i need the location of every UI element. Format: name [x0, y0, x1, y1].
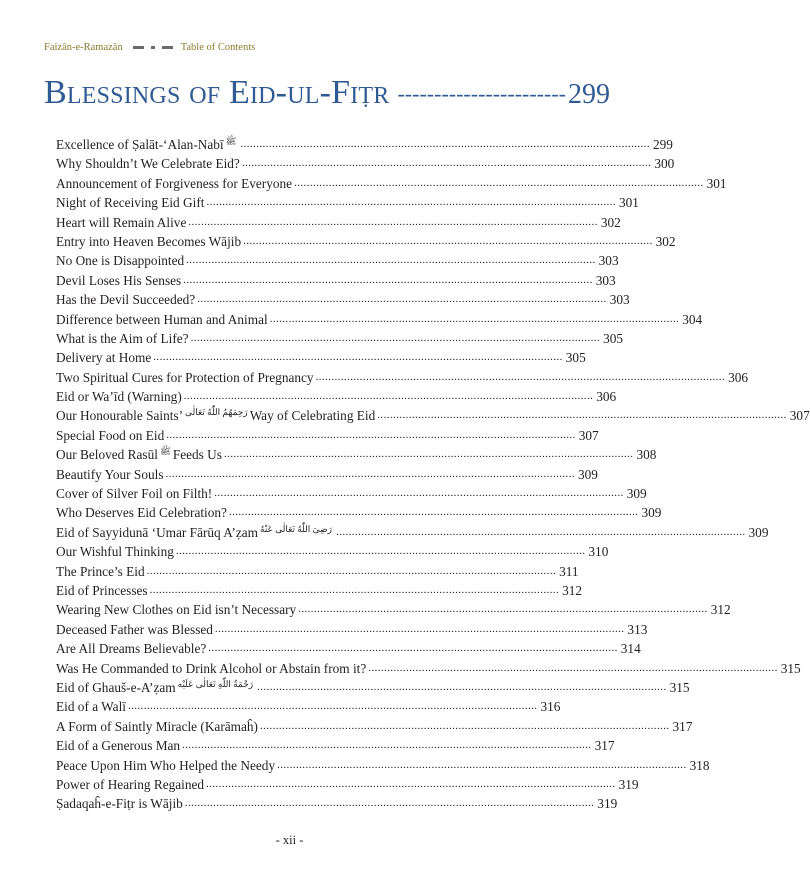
dot-leader: ..................................................................................................................................: [336, 525, 746, 538]
toc-entry-title: Eid of a Walī: [56, 699, 126, 715]
dot-leader: ..................................................................................................................................: [165, 467, 575, 480]
toc-entry-title: What is the Aim of Life?: [56, 330, 189, 346]
running-header: [44, 40, 255, 54]
toc-entry[interactable]: [56, 562, 579, 581]
toc-entry-title: Eid of Ghauš-e-A’ẓam: [56, 679, 176, 695]
toc-entry-title: Beautify Your Souls: [56, 466, 164, 482]
toc-entry-title: Devil Loses His Senses: [56, 272, 182, 288]
toc-entry-title: Entry into Heaven Becomes Wājib: [56, 233, 242, 249]
toc-entry-page: 301: [706, 175, 727, 191]
toc-entry-title: Our Beloved Rasūl: [56, 447, 158, 463]
toc-entry[interactable]: [56, 213, 621, 232]
toc-entry-title-continued: Way of Celebrating Eid: [249, 408, 376, 424]
toc-entry[interactable]: [56, 756, 710, 775]
chapter-title: Blessings of Eid-ul-Fiṭr: [44, 74, 390, 111]
dot-leader: ..................................................................................................................................: [183, 390, 594, 403]
dot-leader: ..................................................................................................................................: [186, 254, 596, 267]
toc-entry-title-continued: Feeds Us: [172, 447, 222, 463]
toc-entry-title: Was He Commanded to Drink Alcohol or Abstain from it?: [56, 660, 367, 676]
toc-entry-title: Eid or Wa’īd (Warning): [56, 389, 182, 405]
toc-entry-title: Who Deserves Eid Celebration?: [56, 505, 227, 521]
toc-entry[interactable]: [56, 794, 618, 813]
dot-leader: ..................................................................................................................................: [294, 176, 704, 189]
dot-leader: ..................................................................................................................................: [214, 487, 624, 500]
separator-dot-icon: [151, 46, 155, 49]
toc-entry-title: Cover of Silver Foil on Filth!: [56, 486, 213, 502]
toc-entry-page: 317: [672, 718, 693, 734]
book-title: Faizān-e-Ramazān: [44, 41, 123, 53]
toc-entry[interactable]: [56, 348, 586, 367]
toc-entry-page: 318: [689, 757, 710, 773]
toc-entry-page: 307: [789, 408, 810, 424]
toc-entry[interactable]: [56, 639, 641, 658]
toc-entry-page: 316: [540, 699, 561, 715]
toc-entry-page: 319: [597, 796, 618, 812]
toc-entry-title: Deceased Father was Blessed: [56, 621, 213, 637]
chapter-heading: [44, 74, 610, 120]
toc-entry-title: Heart will Remain Alive: [56, 214, 187, 230]
toc-entry-title: Eid of Princesses: [56, 582, 148, 598]
dot-leader: ..................................................................................................................................: [214, 622, 625, 635]
dot-leader: ..................................................................................................................................: [127, 700, 538, 713]
dot-leader: ..................................................................................................................................: [208, 642, 618, 655]
toc-entry[interactable]: [56, 581, 583, 600]
toc-entry[interactable]: [56, 600, 731, 619]
toc-entry[interactable]: [56, 717, 693, 736]
dot-leader: ..................................................................................................................................: [197, 293, 607, 306]
honorific-calligraphy: ﷺ: [225, 136, 237, 146]
toc-entry-page: 312: [710, 602, 731, 618]
dot-leader: ..................................................................................................................................: [298, 603, 708, 616]
toc-entry-page: 309: [641, 505, 662, 521]
separator-dash-icon: [162, 46, 173, 49]
toc-entry-title: Eid of Sayyidunā ‘Umar Fārūq A’ẓam: [56, 524, 258, 540]
toc-entry-title: Wearing New Clothes on Eid isn’t Necessary: [56, 602, 297, 618]
toc-entry-page: 304: [682, 311, 703, 327]
chapter-leader: -----------------------: [397, 81, 566, 106]
toc-entry-page: 313: [627, 621, 648, 637]
toc-entry-page: 303: [595, 272, 616, 288]
toc-entry[interactable]: [56, 271, 616, 290]
dot-leader: ..................................................................................................................................: [206, 777, 616, 790]
toc-entry-title: Has the Devil Succeeded?: [56, 292, 196, 308]
dot-leader: ..................................................................................................................................: [269, 312, 680, 325]
honorific-calligraphy: رَضِیَ اللّٰهُ تَعَالٰی عَنْهُ: [260, 523, 333, 534]
toc-entry-page: 309: [626, 486, 647, 502]
dot-leader: ..................................................................................................................................: [184, 797, 595, 810]
toc-entry-title: Eid of a Generous Man: [56, 738, 181, 754]
toc-entry-page: 319: [618, 776, 639, 792]
toc-entry[interactable]: [56, 387, 617, 406]
toc-entry-page: 302: [655, 233, 676, 249]
dot-leader: ..................................................................................................................................: [223, 448, 634, 461]
toc-entry[interactable]: [56, 620, 648, 639]
dot-leader: ..................................................................................................................................: [175, 545, 586, 558]
toc-entry-page: 311: [559, 563, 579, 579]
toc-entry[interactable]: [56, 426, 599, 445]
toc-entry[interactable]: [56, 406, 810, 425]
dot-leader: ..................................................................................................................................: [260, 719, 670, 732]
toc-entry-title: Our Honourable Saints’: [56, 408, 184, 424]
toc-entry-title: No One is Disappointed: [56, 253, 185, 269]
dot-leader: ..................................................................................................................................: [182, 739, 592, 752]
toc-entry-title: Difference between Human and Animal: [56, 311, 268, 327]
toc-entry-page: 315: [780, 660, 801, 676]
toc-entry-title: Night of Receiving Eid Gift: [56, 195, 205, 211]
separator-dash-icon: [133, 46, 144, 49]
toc-entry[interactable]: [56, 542, 609, 561]
dot-leader: ..................................................................................................................................: [188, 215, 598, 228]
toc-entry[interactable]: [56, 659, 801, 678]
toc-entry-title: The Prince’s Eid: [56, 563, 145, 579]
toc-entry-page: 306: [596, 389, 617, 405]
toc-entry[interactable]: [56, 193, 639, 212]
toc-entry[interactable]: [56, 445, 657, 464]
toc-entry-title: Are All Dreams Believable?: [56, 641, 207, 657]
honorific-calligraphy: رَحِمَهُمُ اللّٰهُ تَعَالٰی: [185, 407, 248, 418]
dot-leader: ..................................................................................................................................: [190, 331, 601, 344]
dot-leader: ..................................................................................................................................: [277, 758, 687, 771]
header-separator: [133, 46, 173, 49]
toc-list: [56, 135, 810, 814]
toc-entry-title: Excellence of Ṣalāt-‘Alan-Nabī: [56, 137, 224, 152]
dot-leader: ..................................................................................................................................: [241, 157, 652, 170]
toc-entry-title: Two Spiritual Cures for Protection of Pregnancy: [56, 369, 314, 385]
toc-entry[interactable]: [56, 736, 615, 755]
dot-leader: ..................................................................................................................................: [183, 273, 593, 286]
toc-entry-page: 299: [652, 137, 673, 152]
toc-entry-title: A Form of Saintly Miracle (Karāmaĥ): [56, 718, 258, 734]
page-number: - xii -: [275, 833, 304, 847]
dot-leader: ..................................................................................................................................: [149, 583, 560, 596]
toc-entry-page: 305: [603, 330, 624, 346]
dot-leader: ..................................................................................................................................: [315, 370, 726, 383]
toc-entry-page: 312: [562, 582, 583, 598]
toc-entry-page: 306: [728, 369, 749, 385]
chapter-page: 299: [568, 79, 610, 110]
toc-entry-title: Our Wishful Thinking: [56, 544, 174, 560]
honorific-calligraphy: رَحْمَةُ اللّٰهِ تَعَالٰی عَلَيْه: [177, 678, 254, 689]
dot-leader: ..................................................................................................................................: [146, 564, 557, 577]
toc-entry[interactable]: [56, 232, 676, 251]
toc-entry-page: 301: [618, 195, 639, 211]
toc-entry-page: 310: [588, 544, 609, 560]
dot-leader: ..................................................................................................................................: [153, 351, 563, 364]
toc-entry-title: Ṣadaqaĥ-e-Fiṭr is Wājib: [56, 796, 183, 812]
toc-entry[interactable]: [56, 697, 561, 716]
toc-entry-page: 314: [620, 641, 641, 657]
toc-entry-page: 300: [654, 156, 675, 172]
toc-entry-title: Why Shouldn’t We Celebrate Eid?: [56, 156, 240, 172]
toc-entry[interactable]: [56, 329, 624, 348]
toc-entry-title: Power of Hearing Regained: [56, 776, 205, 792]
toc-entry-page: 303: [609, 292, 630, 308]
toc-entry[interactable]: [56, 484, 647, 503]
dot-leader: ..................................................................................................................................: [257, 680, 667, 693]
toc-entry-page: 302: [600, 214, 621, 230]
toc-entry[interactable]: [56, 135, 673, 154]
toc-entry-page: 309: [748, 524, 769, 540]
toc-entry-title: Peace Upon Him Who Helped the Needy: [56, 757, 276, 773]
toc-entry-title: Announcement of Forgiveness for Everyone: [56, 175, 293, 191]
toc-entry[interactable]: [56, 154, 675, 173]
toc-entry[interactable]: [56, 465, 598, 484]
toc-entry-page: 303: [598, 253, 619, 269]
toc-entry-page: 308: [636, 447, 657, 463]
dot-leader: ..................................................................................................................................: [206, 196, 616, 209]
toc-entry-title: Special Food on Eid: [56, 427, 165, 443]
toc-entry-page: 305: [565, 350, 586, 366]
toc-entry-title: Delivery at Home: [56, 350, 152, 366]
toc-entry[interactable]: [56, 368, 749, 387]
dot-leader: ..................................................................................................................................: [240, 138, 650, 150]
dot-leader: ..................................................................................................................................: [166, 428, 576, 441]
toc-entry[interactable]: [56, 678, 690, 697]
dot-leader: ..................................................................................................................................: [368, 661, 778, 674]
dot-leader: ..................................................................................................................................: [377, 409, 787, 422]
toc-entry-page: 307: [578, 427, 599, 443]
dot-leader: ..................................................................................................................................: [243, 234, 653, 247]
toc-entry[interactable]: [56, 523, 769, 542]
toc-entry[interactable]: [56, 251, 619, 270]
toc-entry-page: 315: [669, 679, 690, 695]
toc-entry[interactable]: [56, 174, 727, 193]
section-label: Table of Contents: [180, 41, 256, 53]
toc-entry-page: 317: [594, 738, 615, 754]
honorific-calligraphy: ﷺ: [159, 446, 171, 457]
toc-entry[interactable]: [56, 310, 703, 329]
toc-entry-page: 309: [578, 466, 598, 482]
toc-entry[interactable]: [56, 290, 630, 309]
dot-leader: ..................................................................................................................................: [228, 506, 639, 519]
toc-entry[interactable]: [56, 775, 639, 794]
